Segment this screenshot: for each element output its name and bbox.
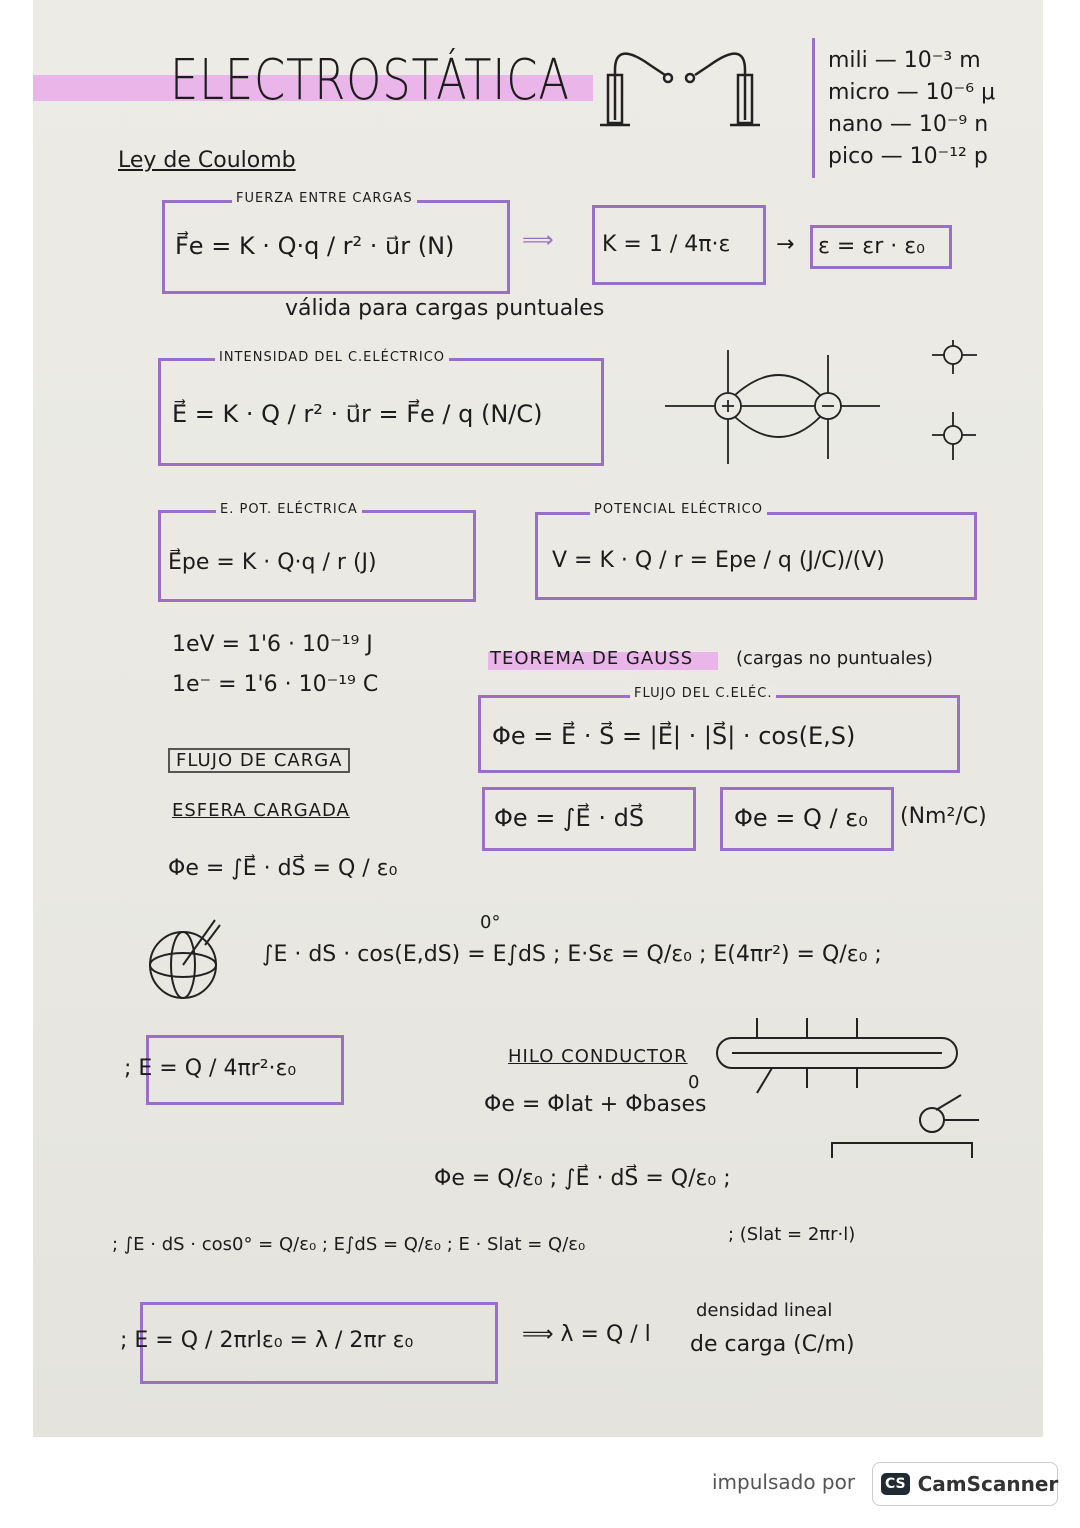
prefix-value: — 10⁻³	[874, 48, 953, 73]
prefix-value: — 10⁻⁶	[896, 80, 975, 105]
camscanner-logo-icon: CS	[881, 1473, 910, 1495]
k-formula: K = 1 / 4π·ε	[602, 232, 731, 257]
potential-label: POTENCIAL ELÉCTRICO	[590, 502, 767, 517]
sphere-result: ; E = Q / 4πr²·ε₀	[124, 1056, 297, 1081]
page-title: ELECTROSTÁTICA	[170, 48, 570, 113]
wire-drawing-icon	[712, 1018, 992, 1158]
wire-heading: HILO CONDUCTOR	[508, 1046, 688, 1067]
angle-note: 0°	[480, 912, 501, 933]
gauss-flux-label: FLUJO DEL C.ELÉC.	[630, 686, 776, 701]
charged-sphere-drawing-icon	[145, 915, 235, 1005]
sphere-heading: ESFERA CARGADA	[172, 800, 350, 821]
prefix-row	[828, 144, 988, 169]
field-formula: E⃗ = K · Q / r² · u⃗r = F⃗e / q (N/C)	[172, 400, 543, 428]
wire-eq2: Φe = Q/ε₀ ; ∫E⃗ · dS⃗ = Q/ε₀ ;	[434, 1166, 731, 1191]
energy-label: E. POT. ELÉCTRICA	[216, 502, 362, 517]
flux-charge-label: FLUJO DE CARGA	[168, 748, 350, 773]
camscanner-badge[interactable]	[872, 1462, 1058, 1506]
density-note-1: densidad lineal	[696, 1300, 833, 1321]
coulomb-note: válida para cargas puntuales	[285, 296, 605, 321]
prefix-name: nano	[828, 112, 883, 137]
prefix-symbol: n	[974, 112, 989, 137]
slat-formula: ; (Slat = 2πr·l)	[728, 1224, 856, 1245]
gauss-formula-dot: Φe = E⃗ · S⃗ = |E⃗| · |S⃗| · cos(E,S)	[492, 722, 856, 750]
flux-units: (Nm²/C)	[900, 804, 987, 829]
prefix-name: pico	[828, 144, 874, 169]
prefix-value: — 10⁻⁹	[889, 112, 968, 137]
arrow: →	[776, 232, 795, 257]
prefix-bracket	[812, 38, 815, 178]
gauss-formula-charge: Φe = Q / ε₀	[734, 804, 868, 832]
sphere-eq1: Φe = ∫E⃗ · dS⃗ = Q / ε₀	[168, 856, 398, 881]
lambda-formula: ⟹ λ = Q / l	[522, 1322, 651, 1347]
ev-equivalence: 1eV = 1'6 · 10⁻¹⁹ J	[172, 632, 373, 657]
prefix-symbol: m	[959, 48, 981, 73]
sphere-eq2: ∫E · dS · cos(E,dS) = E∫dS ; E·Sε = Q/ε₀ ; E(4πr²) = Q/ε₀ ;	[262, 942, 882, 967]
electroscope-drawing-icon	[590, 30, 780, 130]
potential-formula: V = K · Q / r = Epe / q (J/C)/(V)	[552, 548, 885, 573]
coulomb-formula: F⃗e = K · Q·q / r² · u⃗r (N)	[175, 232, 455, 260]
prefix-name: micro	[828, 80, 890, 105]
prefix-row	[828, 80, 995, 105]
prefix-symbol: p	[973, 144, 988, 169]
footer-text: impulsado por	[712, 1470, 856, 1494]
wire-eq3: ; ∫E · dS · cos0° = Q/ε₀ ; E∫dS = Q/ε₀ ; E · Slat = Q/ε₀	[112, 1234, 586, 1255]
prefix-symbol: μ	[981, 80, 996, 105]
prefix-value: — 10⁻¹²	[880, 144, 967, 169]
prefix-row	[828, 48, 981, 73]
energy-formula: E⃗pe = K · Q·q / r (J)	[168, 550, 377, 575]
prefix-row	[828, 112, 988, 137]
field-label: INTENSIDAD DEL C.ELÉCTRICO	[215, 350, 449, 365]
gauss-heading: TEOREMA DE GAUSS	[490, 648, 694, 669]
wire-eq1: Φe = Φlat + Φbases	[484, 1092, 707, 1117]
epsilon-formula: ε = εr · ε₀	[818, 234, 925, 259]
camscanner-brand: CamScanner	[917, 1472, 1059, 1496]
bases-zero: 0	[688, 1072, 700, 1093]
density-note-2: de carga (C/m)	[690, 1332, 855, 1357]
prefix-name: mili	[828, 48, 868, 73]
coulomb-label: FUERZA ENTRE CARGAS	[232, 191, 417, 206]
wire-result: ; E = Q / 2πrlε₀ = λ / 2πr ε₀	[120, 1328, 414, 1353]
electron-charge: 1e⁻ = 1'6 · 10⁻¹⁹ C	[172, 672, 379, 697]
coulomb-heading: Ley de Coulomb	[118, 148, 296, 173]
gauss-note: (cargas no puntuales)	[736, 648, 933, 669]
field-lines-drawing-icon	[660, 340, 1000, 470]
gauss-formula-integral: Φe = ∫E⃗ · dS⃗	[494, 804, 645, 832]
implies-arrow: ⟹	[522, 228, 554, 253]
